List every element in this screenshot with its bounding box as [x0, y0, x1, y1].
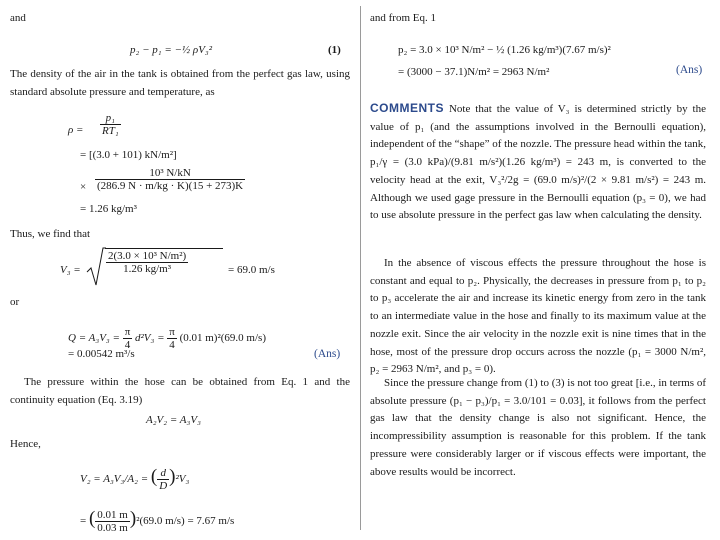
rho-denominator: RT₁ [102, 125, 119, 137]
density-paragraph: The density of the air in the tank is obtained from the perfect gas law, using standard absolute pressure and temperature, as [10, 68, 350, 98]
v3-result: = 69.0 m/s [228, 264, 275, 276]
v2-equation-line2: = ( $\frac{0.01 m}{0.03 m}$ )²(69.0 m/s) = 7.67 m/s [80, 508, 235, 534]
answer-label-flowrate: (Ans) [314, 348, 341, 360]
v2-numerator: 0.01 m [97, 508, 128, 521]
hose-pressure-paragraph [10, 374, 350, 409]
rho-times: × [80, 181, 87, 193]
p2-equation-line2: = (3000 − 37.1)N/m² = 2963 N/m² [398, 66, 550, 78]
answer-label-pressure: (Ans) [676, 64, 703, 76]
v3-denominator: 1.26 kg/m³ [123, 263, 172, 275]
square-root-sign [86, 246, 106, 288]
v2-denominator: 0.03 m [97, 521, 128, 534]
rho-line-2: = [(3.0 + 101) kN/m²] [80, 149, 177, 161]
bernoulli-equation: p₂ − p₁ = −½ ρV₃² [130, 44, 213, 56]
hose-pressure-text: The pressure within the hose can be obtained from Eq. 1 and the continuity equation (Eq. 3.19) [10, 376, 350, 406]
diameter-ratio-fraction [95, 509, 130, 534]
d-symbol: d [157, 467, 169, 480]
v2-line1-tail: ²V₃ [175, 473, 190, 485]
comments-heading: COMMENTS [370, 101, 444, 115]
rho-line3-denominator: (286.9 N · m/kg · K)(15 + 273)K [97, 180, 244, 192]
four-symbol: 4 [169, 339, 175, 351]
rho-lhs: ρ = [68, 124, 84, 136]
v3-numerator: 2(3.0 × 10³ N/m²) [108, 250, 187, 262]
v2-line1-lhs: V₂ = A₃V₃/A₂ = [80, 473, 149, 485]
q-line-mid: d²V₃ = [135, 332, 168, 345]
column-divider [360, 6, 361, 530]
continuity-equation: A₂V₂ = A₃V₃ [146, 414, 201, 426]
d-over-D-fraction [157, 467, 169, 492]
pi-symbol: π [124, 326, 131, 338]
v2-equation-line1: V₂ = A₃V₃/A₂ = ( $\frac{d}{D}$ )²V₃ [80, 466, 190, 492]
comments-text: Note that the value of V₃ is determined strictly by the value of p₁ (and the assumptions involved in the Bernoulli equation), independent of the “shape” of the nozzle. The pressure head within the tank, p₁/γ = (3.0 kPa)/(9.81 m/s²)(1.26 kg/m³) = 243 m, is converted to the velocity head at the exit, V₃²/2g = (69.0 m/s)²/(2 × 9.81 m/s²) = 243 m. Although we used gage pressure in the Bernoulli equation (p₃ = 0), we had to use absolute pressure in the perfect gas law when calculating the density. [370, 103, 706, 222]
v2-line2-lhs: = [80, 515, 87, 527]
or-text: or [10, 296, 20, 308]
rho-numerator: p₁ [100, 112, 121, 125]
p2-equation-line1: p₂ = 3.0 × 10³ N/m² − ½ (1.26 kg/m³)(7.67 m/s)² [398, 44, 611, 56]
equation-number-1: (1) [328, 44, 341, 56]
flowrate-result: = 0.00542 m³/s [68, 348, 135, 360]
rho-line3-numerator: 10³ N/kN [95, 167, 245, 180]
rho-unit-fraction [95, 167, 245, 192]
v3-lhs: V₃ = [60, 264, 81, 276]
comments-paragraph [370, 100, 706, 225]
viscous-effects-paragraph [370, 255, 706, 379]
viscous-effects-text: In the absence of viscous effects the pressure throughout the hose is constant and equal to p₂. Physically, the decreases in pressure from p₁ to p₂ to p₃ accelerate the air and increase its kinetic energy from zero in the tank to an intermediate value in the hose and finally to its maximum value at the nozzle exit. Since the air velocity in the nozzle exit is nine times that in the hose, most of the pressure drop occurs across the nozzle (p₁ = 3000 N/m², p₂ = 2963 N/m², and p₃ = 0). [370, 257, 706, 376]
pi-symbol: π [169, 326, 175, 338]
four-symbol: 4 [124, 339, 131, 351]
v2-line2-tail: ²(69.0 m/s) = 7.67 m/s [136, 515, 235, 527]
D-symbol: D [159, 479, 168, 492]
q-line-start: Q = A₃V₃ = [68, 332, 123, 345]
pi-over-4-b [167, 326, 177, 351]
v3-fraction [106, 250, 188, 275]
hence-text: Hence, [10, 438, 41, 450]
pressure-change-text: Since the pressure change from (1) to (3) is not too great [i.e., in terms of absolute pressure (p₁ − p₃)/p₁ = 3.0/101 = 0.03], it follows from the perfect gas law that the density change is also not significant. Hence, the incompressibility assumption is reasonable for this problem. If the tank pressure were considerably larger or if viscous effects were important, the above results would be incorrect. [370, 377, 706, 478]
sqrt-overbar [105, 248, 223, 249]
from-eq1-text: and from Eq. 1 [370, 12, 436, 24]
pressure-change-paragraph [370, 375, 706, 481]
rho-result: = 1.26 kg/m³ [80, 203, 137, 215]
rho-fraction [100, 112, 121, 137]
thus-text: Thus, we find that [10, 228, 91, 240]
q-line-tail: (0.01 m)²(69.0 m/s) [179, 332, 266, 345]
intro-text: and [10, 12, 26, 24]
